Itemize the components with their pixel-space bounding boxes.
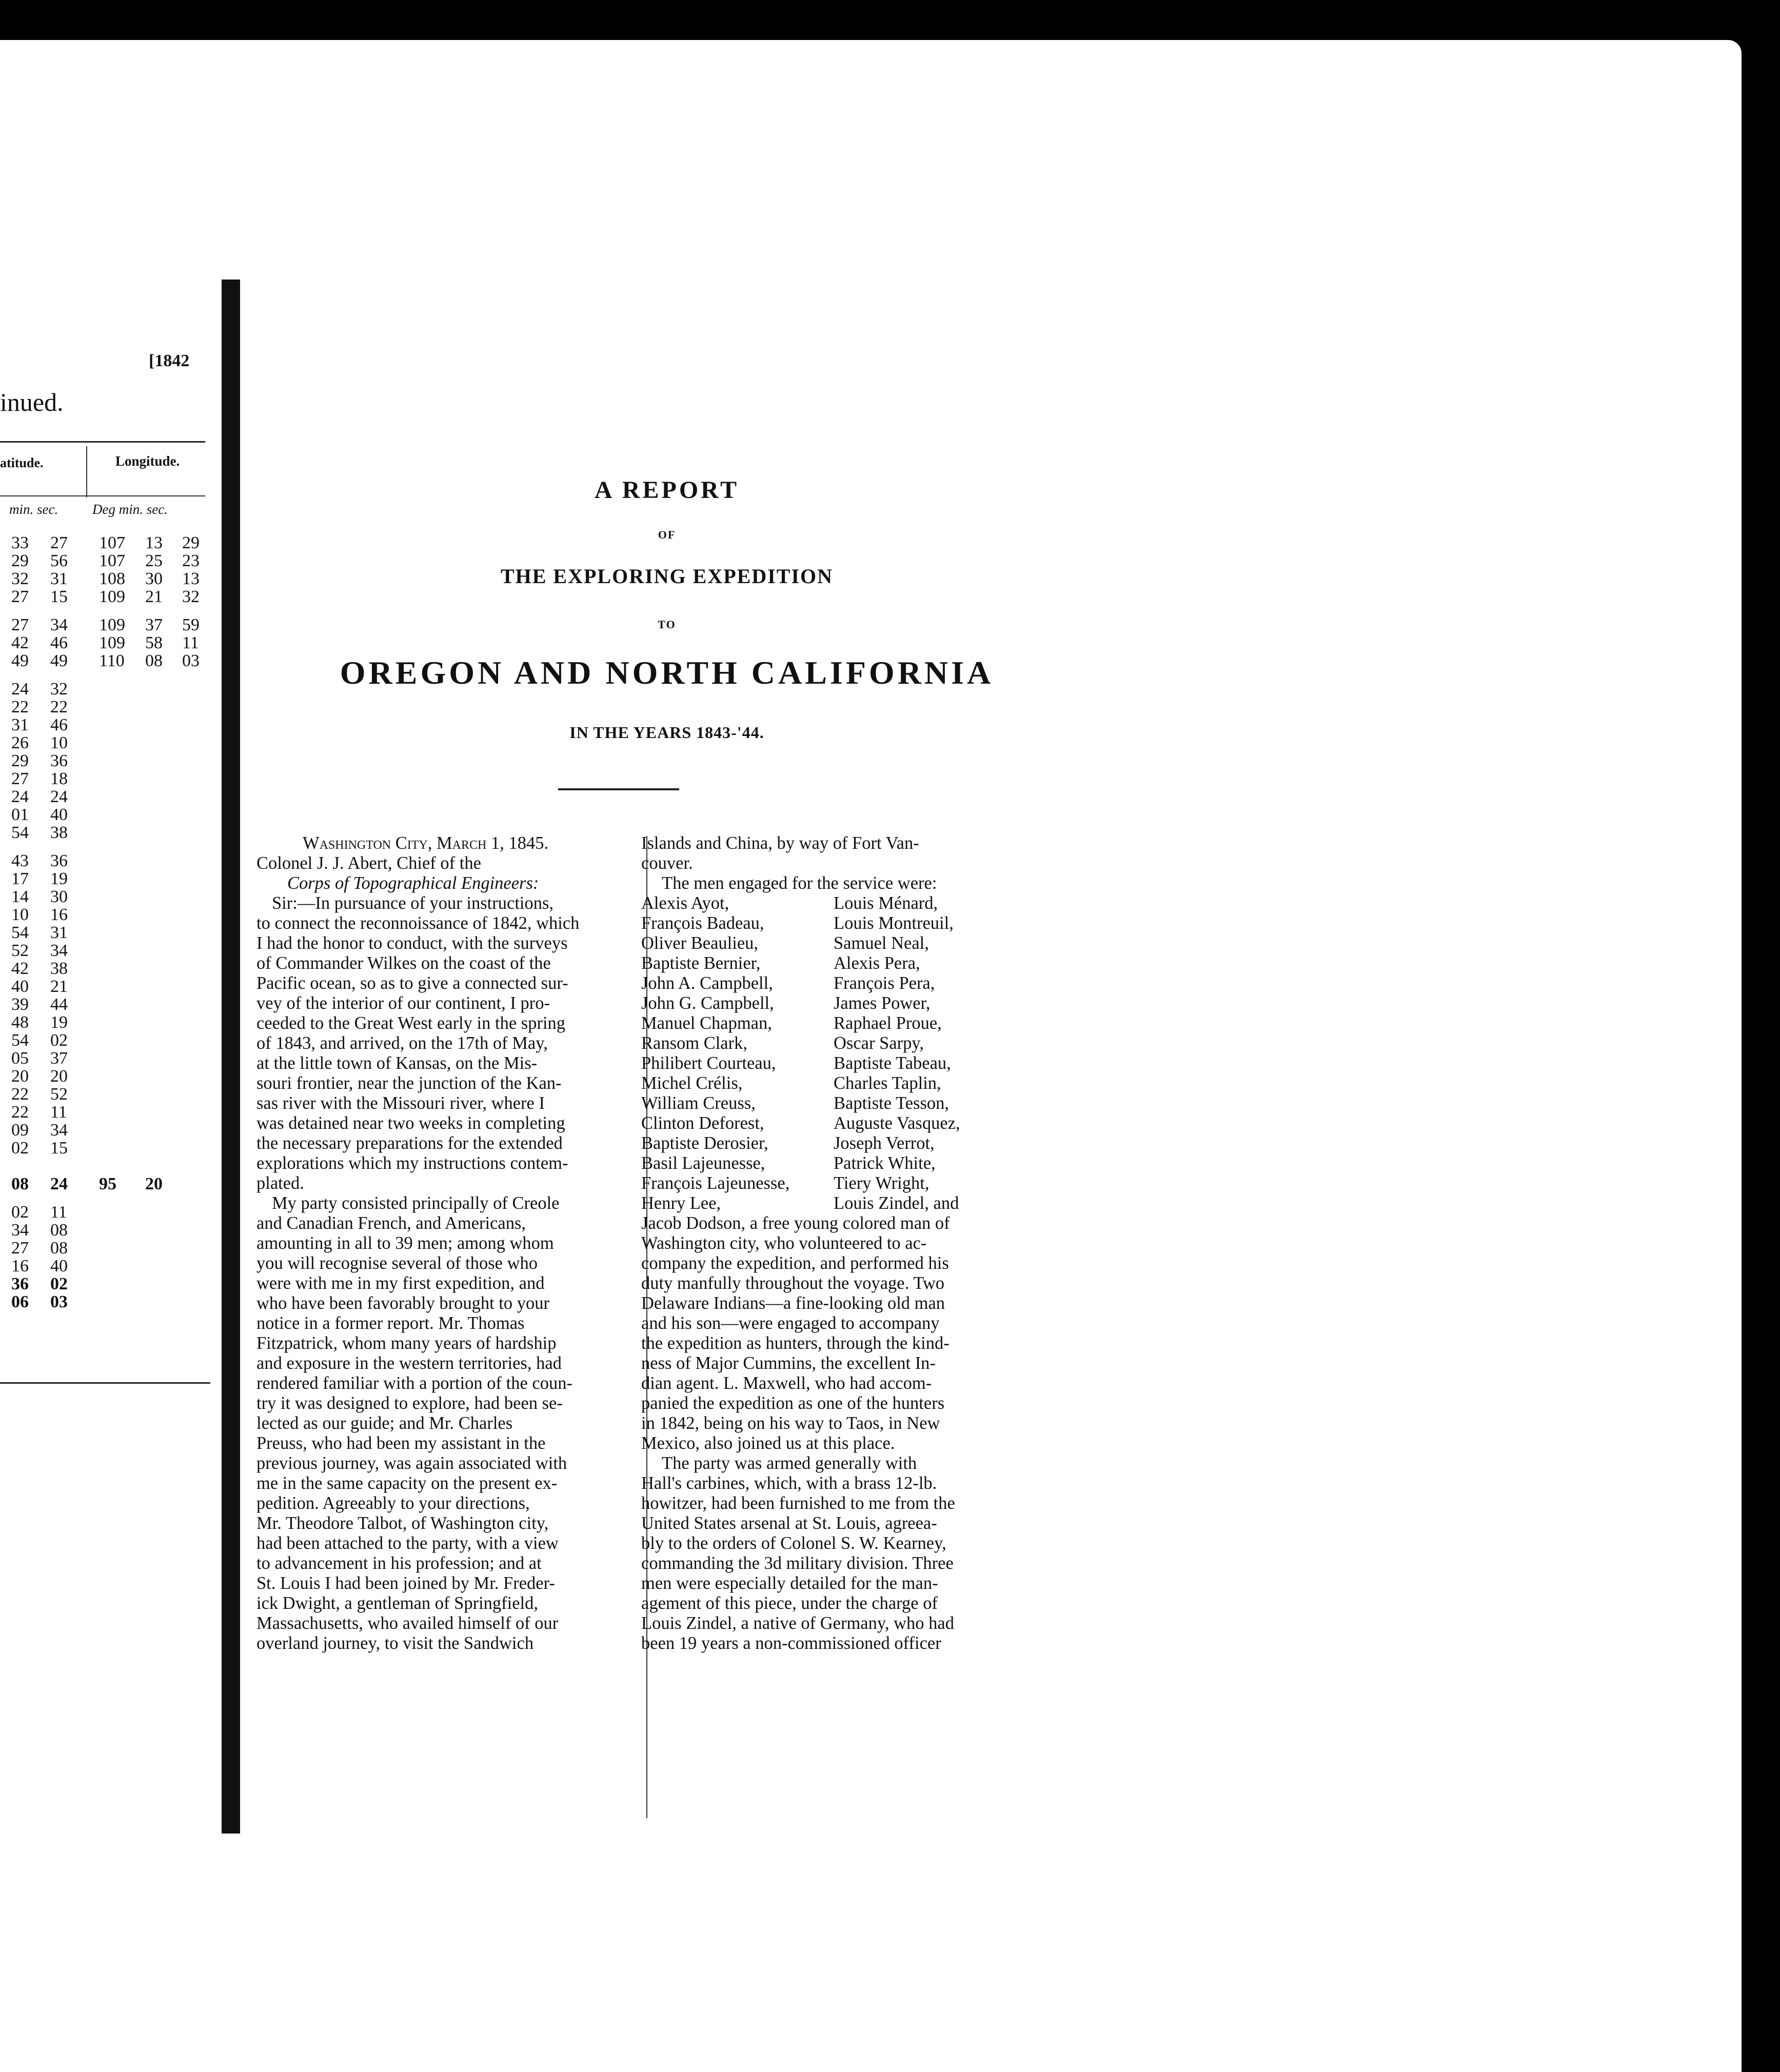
table-cell: 22 <box>11 1103 29 1122</box>
left-page-header: [1842 <box>149 351 190 370</box>
name-row <box>641 1113 1031 1133</box>
crew-name: Alexis Ayot, <box>641 893 729 913</box>
text-line: you will recognise several of those who <box>256 1253 538 1273</box>
table-cell: 30 <box>145 569 163 588</box>
text-line: notice in a former report. Mr. Thomas <box>256 1313 525 1333</box>
crew-name: Auguste Vasquez, <box>834 1113 960 1133</box>
table-cell: 20 <box>50 1067 68 1086</box>
title-to: TO <box>658 618 676 631</box>
crew-name: Oscar Sarpy, <box>834 1033 924 1053</box>
table-cell: 09 <box>11 1121 29 1140</box>
text-line: bly to the orders of Colonel S. W. Kearney, <box>641 1533 946 1553</box>
table-cell: 34 <box>50 941 68 960</box>
table-cell: 20 <box>11 1067 29 1086</box>
table-cell: 56 <box>50 551 68 570</box>
table-cell: 02 <box>50 1031 68 1050</box>
text-line: to advancement in his profession; and at <box>256 1553 542 1573</box>
table-cell: 11 <box>182 633 199 652</box>
text-line: commanding the 3d military division. Three <box>641 1553 954 1573</box>
text-line: The men engaged for the service were: <box>662 873 937 893</box>
title-a-report: A REPORT <box>594 476 740 504</box>
table-cell: 29 <box>11 751 29 770</box>
name-row <box>641 893 1031 913</box>
table-cell: 08 <box>50 1221 68 1240</box>
table-cell: 46 <box>50 633 68 652</box>
table-continued-label: inued. <box>0 388 64 416</box>
text-line: me in the same capacity on the present ex- <box>256 1473 558 1493</box>
text-line: ick Dwight, a gentleman of Springfield, <box>256 1593 539 1613</box>
title-exploring-expedition: THE EXPLORING EXPEDITION <box>500 565 834 588</box>
table-cell: 23 <box>182 551 200 570</box>
text-line: the necessary preparations for the extended <box>256 1133 563 1153</box>
text-line: the expedition as hunters, through the kind- <box>641 1333 950 1353</box>
table-cell: 52 <box>50 1085 68 1104</box>
text-line: panied the expedition as one of the hunters <box>641 1393 945 1413</box>
text-line: pedition. Agreeably to your directions, <box>256 1493 530 1513</box>
table-cell: 39 <box>11 995 29 1014</box>
crew-name: Philibert Courteau, <box>641 1053 776 1073</box>
table-cell: 32 <box>11 569 29 588</box>
table-cell: 49 <box>50 651 68 670</box>
crew-name: John G. Campbell, <box>641 993 774 1013</box>
crew-name: Clinton Deforest, <box>641 1113 764 1133</box>
name-row <box>641 1193 1031 1213</box>
text-line: Washington city, who volunteered to ac- <box>641 1233 927 1253</box>
crew-name: Baptiste Derosier, <box>641 1133 768 1153</box>
text-line: at the little town of Kansas, on the Mis- <box>256 1053 538 1073</box>
table-cell: 34 <box>50 1121 68 1140</box>
crew-name: Baptiste Bernier, <box>641 953 761 973</box>
name-row <box>641 973 1031 993</box>
text-line: men were especially detailed for the man- <box>641 1573 938 1593</box>
table-cell: 27 <box>50 533 68 552</box>
crew-name: Samuel Neal, <box>834 933 929 953</box>
text-line: duty manfully throughout the voyage. Two <box>641 1273 945 1293</box>
crew-name: Baptiste Tabeau, <box>834 1053 951 1073</box>
title-of: OF <box>658 528 676 541</box>
table-cell: 11 <box>50 1203 67 1222</box>
text-line: explorations which my instructions contem- <box>256 1153 568 1173</box>
left-page-fragment <box>0 272 221 1810</box>
name-row <box>641 1033 1031 1053</box>
table-cell: 22 <box>50 698 68 716</box>
title-rule <box>558 788 679 790</box>
text-line: rendered familiar with a portion of the coun- <box>256 1373 572 1393</box>
table-cell: 24 <box>50 787 68 806</box>
table-cell: 15 <box>50 587 68 606</box>
text-line: The party was armed generally with <box>662 1453 917 1473</box>
table-cell: 15 <box>50 1139 68 1158</box>
name-row <box>641 1053 1031 1073</box>
table-cell: 109 <box>99 615 125 634</box>
body-column-right <box>641 833 1031 1653</box>
table-cell: 10 <box>50 733 68 752</box>
text-line: amounting in all to 39 men; among whom <box>256 1233 554 1253</box>
table-cell: 22 <box>11 1085 29 1104</box>
table-cell: 17 <box>11 869 29 888</box>
table-cell: 54 <box>11 1031 29 1050</box>
name-row <box>641 1093 1031 1113</box>
crew-name: Basil Lajeunesse, <box>641 1153 765 1173</box>
table-cell: 18 <box>50 769 68 788</box>
text-line: agement of this piece, under the charge of <box>641 1593 938 1613</box>
text-line: had been attached to the party, with a view <box>256 1533 559 1553</box>
table-cell: 03 <box>182 651 200 670</box>
crew-name: Louis Ménard, <box>834 893 938 913</box>
crew-name: Louis Zindel, and <box>834 1193 959 1213</box>
table-cell: 29 <box>182 533 200 552</box>
text-line: My party consisted principally of Creole <box>272 1193 560 1213</box>
table-cell: 31 <box>50 923 68 942</box>
table-cell: 37 <box>50 1049 68 1068</box>
table-cell: 02 <box>11 1139 29 1158</box>
crew-name: Michel Crélis, <box>641 1073 743 1093</box>
text-line: previous journey, was again associated with <box>256 1453 567 1473</box>
crew-name: Ransom Clark, <box>641 1033 747 1053</box>
text-line: and his son—were engaged to accompany <box>641 1313 940 1333</box>
table-cell: 21 <box>50 977 68 996</box>
table-cell: 26 <box>11 733 29 752</box>
table-cell: 02 <box>11 1203 29 1222</box>
table-cell: 13 <box>145 533 163 552</box>
text-line: company the expedition, and performed his <box>641 1253 949 1273</box>
table-cell: 25 <box>145 551 163 570</box>
name-row <box>641 1173 1031 1193</box>
name-row <box>641 1013 1031 1033</box>
table-cell: 24 <box>50 1174 68 1193</box>
latitude-header: atitude. <box>0 455 44 470</box>
text-line: howitzer, had been furnished to me from the <box>641 1493 955 1513</box>
title-years: IN THE YEARS 1843-'44. <box>569 723 764 742</box>
name-row <box>641 993 1031 1013</box>
table-top-rule <box>0 441 205 443</box>
name-row <box>641 1153 1031 1173</box>
crew-name: Joseph Verrot, <box>834 1133 935 1153</box>
table-cell: 11 <box>50 1103 67 1122</box>
text-line: who have been favorably brought to your <box>256 1293 550 1313</box>
table-cell: 59 <box>182 615 200 634</box>
text-line: sas river with the Missouri river, where I <box>256 1093 545 1113</box>
table-cell: 08 <box>50 1239 68 1258</box>
table-cell: 31 <box>50 569 68 588</box>
text-line: overland journey, to visit the Sandwich <box>256 1633 534 1653</box>
crew-name: François Pera, <box>834 973 935 993</box>
text-line: Sir:—In pursuance of your instructions, <box>272 893 554 913</box>
table-cell: 54 <box>11 823 29 842</box>
text-line: of Commander Wilkes on the coast of the <box>256 953 551 973</box>
table-column-divider <box>86 446 87 497</box>
table-cell: 27 <box>11 615 29 634</box>
text-line: vey of the interior of our continent, I pro- <box>256 993 550 1013</box>
text-line: plated. <box>256 1173 304 1193</box>
text-line: Jacob Dodson, a free young colored man of <box>641 1213 950 1233</box>
crew-name: Henry Lee, <box>641 1193 721 1213</box>
text-line: of 1843, and arrived, on the 17th of May, <box>256 1033 548 1053</box>
crew-name: Alexis Pera, <box>834 953 920 973</box>
text-line: been 19 years a non-commissioned officer <box>641 1633 941 1653</box>
table-cell: 109 <box>99 633 125 652</box>
crew-name: Louis Montreuil, <box>834 913 954 933</box>
text-line: Mr. Theodore Talbot, of Washington city, <box>256 1513 549 1533</box>
text-line: in 1842, being on his way to Taos, in New <box>641 1413 940 1433</box>
text-line: Islands and China, by way of Fort Van- <box>641 833 919 853</box>
table-cell: 33 <box>11 533 29 552</box>
crew-name: Patrick White, <box>834 1153 936 1173</box>
text-line: Colonel J. J. Abert, Chief of the <box>256 853 481 873</box>
latitude-units: min. sec. <box>9 502 58 517</box>
longitude-units: Deg min. sec. <box>92 502 168 517</box>
title-oregon-north-california: OREGON AND NORTH CALIFORNIA <box>340 654 994 691</box>
report-page <box>241 272 1095 1816</box>
table-cell: 14 <box>11 887 29 906</box>
table-cell: 29 <box>11 551 29 570</box>
table-cell: 16 <box>11 1257 29 1276</box>
table-cell: 06 <box>11 1292 29 1311</box>
text-line: Hall's carbines, which, with a brass 12-lb. <box>641 1473 937 1493</box>
text-line: Preuss, who had been my assistant in the <box>256 1433 546 1453</box>
table-cell: 42 <box>11 959 29 978</box>
crew-name: François Lajeunesse, <box>641 1173 790 1193</box>
text-line: dian agent. L. Maxwell, who had accom- <box>641 1373 932 1393</box>
text-line: I had the honor to conduct, with the surveys <box>256 933 568 953</box>
table-cell: 27 <box>11 769 29 788</box>
table-cell: 32 <box>50 680 68 699</box>
crew-name: François Badeau, <box>641 913 764 933</box>
table-cell: 38 <box>50 823 68 842</box>
table-cell: 05 <box>11 1049 29 1068</box>
table-cell: 52 <box>11 941 29 960</box>
table-cell: 19 <box>50 869 68 888</box>
crew-name: Charles Taplin, <box>834 1073 941 1093</box>
table-cell: 108 <box>99 569 125 588</box>
table-cell: 40 <box>11 977 29 996</box>
page-gutter <box>222 280 240 1834</box>
table-cell: 34 <box>11 1221 29 1240</box>
table-cell: 36 <box>11 1274 29 1293</box>
table-header-rule <box>0 495 205 496</box>
table-cell: 24 <box>11 680 29 699</box>
longitude-header: Longitude. <box>115 453 180 469</box>
text-line: was detained near two weeks in completing <box>256 1113 565 1133</box>
table-cell: 36 <box>50 851 68 870</box>
table-cell: 08 <box>145 651 163 670</box>
text-line: and Canadian French, and Americans, <box>256 1213 526 1233</box>
text-line: and exposure in the western territories, had <box>256 1353 562 1373</box>
text-line: Washington City, March 1, 1845. <box>303 833 549 853</box>
text-line: were with me in my first expedition, and <box>256 1273 545 1293</box>
crew-name: William Creuss, <box>641 1093 756 1113</box>
table-cell: 40 <box>50 1257 68 1276</box>
text-line: Louis Zindel, a native of Germany, who had <box>641 1613 954 1633</box>
crew-name: Baptiste Tesson, <box>834 1093 950 1113</box>
text-line: to connect the reconnoissance of 1842, which <box>256 913 580 933</box>
table-cell: 21 <box>145 587 163 606</box>
table-cell: 19 <box>50 1013 68 1032</box>
text-line: couver. <box>641 853 693 873</box>
table-cell: 42 <box>11 633 29 652</box>
table-cell: 27 <box>11 1239 29 1258</box>
table-cell: 16 <box>50 905 68 924</box>
body-column-left <box>256 833 641 1653</box>
text-line: Delaware Indians—a fine-looking old man <box>641 1293 945 1313</box>
name-row <box>641 933 1031 953</box>
table-cell: 36 <box>50 751 68 770</box>
table-cell: 13 <box>182 569 200 588</box>
table-bottom-rule <box>0 1382 210 1384</box>
table-cell: 22 <box>11 698 29 716</box>
text-line: Fitzpatrick, whom many years of hardship <box>256 1333 557 1353</box>
crew-name: Oliver Beaulieu, <box>641 933 759 953</box>
text-line: Mexico, also joined us at this place. <box>641 1433 895 1453</box>
table-cell: 03 <box>50 1292 68 1311</box>
table-cell: 01 <box>11 805 29 824</box>
text-line: souri frontier, near the junction of the Kan- <box>256 1073 562 1093</box>
crew-name: Raphael Proue, <box>834 1013 942 1033</box>
crew-name: Manuel Chapman, <box>641 1013 772 1033</box>
table-cell: 40 <box>50 805 68 824</box>
crew-name: James Power, <box>834 993 931 1013</box>
table-cell: 02 <box>50 1274 68 1293</box>
table-cell: 48 <box>11 1013 29 1032</box>
table-cell: 107 <box>99 533 125 552</box>
table-cell: 27 <box>11 587 29 606</box>
text-line: Massachusetts, who availed himself of our <box>256 1613 559 1633</box>
table-cell: 20 <box>145 1174 163 1193</box>
table-cell: 95 <box>99 1174 116 1193</box>
text-line: ness of Major Cummins, the excellent In- <box>641 1353 936 1373</box>
name-row <box>641 1133 1031 1153</box>
name-row <box>641 1073 1031 1093</box>
table-cell: 32 <box>182 587 200 606</box>
table-cell: 49 <box>11 651 29 670</box>
table-cell: 10 <box>11 905 29 924</box>
table-cell: 37 <box>145 615 163 634</box>
text-line: St. Louis I had been joined by Mr. Freder- <box>256 1573 555 1593</box>
table-cell: 08 <box>11 1174 29 1193</box>
text-line: try it was designed to explore, had been se- <box>256 1393 563 1413</box>
table-cell: 31 <box>11 715 29 734</box>
table-cell: 24 <box>11 787 29 806</box>
table-cell: 107 <box>99 551 125 570</box>
table-cell: 34 <box>50 615 68 634</box>
name-row <box>641 953 1031 973</box>
table-cell: 109 <box>99 587 125 606</box>
text-line: Pacific ocean, so as to give a connected sur- <box>256 973 568 993</box>
crew-name: John A. Campbell, <box>641 973 773 993</box>
name-row <box>641 913 1031 933</box>
crew-name: Tiery Wright, <box>834 1173 929 1193</box>
text-line: ceeded to the Great West early in the spring <box>256 1013 566 1033</box>
table-cell: 110 <box>99 651 125 670</box>
table-cell: 30 <box>50 887 68 906</box>
table-cell: 54 <box>11 923 29 942</box>
table-cell: 43 <box>11 851 29 870</box>
text-line: Corps of Topographical Engineers: <box>287 873 539 893</box>
text-line: lected as our guide; and Mr. Charles <box>256 1413 513 1433</box>
table-cell: 38 <box>50 959 68 978</box>
table-cell: 46 <box>50 715 68 734</box>
table-cell: 58 <box>145 633 163 652</box>
table-cell: 44 <box>50 995 68 1014</box>
text-line: United States arsenal at St. Louis, agreea- <box>641 1513 937 1533</box>
